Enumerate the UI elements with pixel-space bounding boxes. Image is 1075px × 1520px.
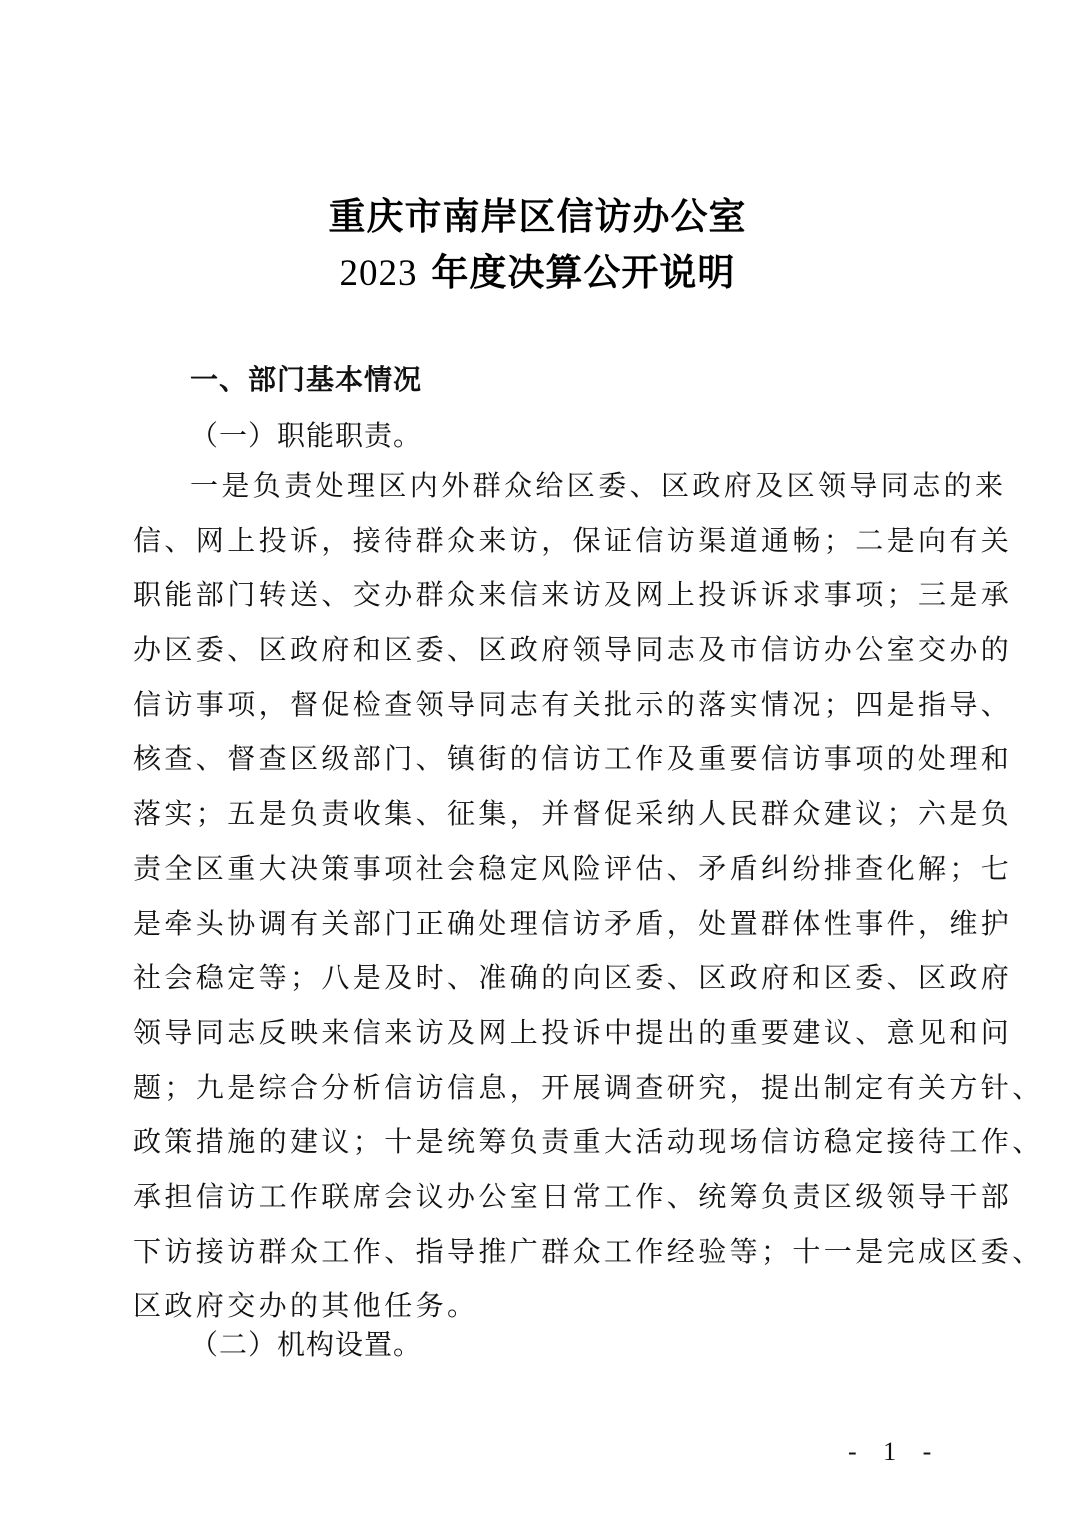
paragraph-line: 信、网上投诉，接待群众来访，保证信访渠道通畅；二是向有关 (133, 523, 1013, 557)
document-title-year: 2023 (339, 253, 418, 294)
section-heading-basic-info: 一、部门基本情况 (190, 363, 423, 396)
paragraph-line: 是牵头协调有关部门正确处理信访矛盾，处置群体性事件，维护 (133, 906, 1013, 940)
functions-paragraph (133, 459, 1044, 1334)
subsection-heading-organization: （二）机构设置。 (190, 1328, 423, 1361)
document-title-line2 (0, 242, 1075, 296)
paragraph-line: 领导同志反映来信来访及网上投诉中提出的重要建议、意见和问 (133, 1015, 1013, 1049)
paragraph-line: 承担信访工作联席会议办公室日常工作、统筹负责区级领导干部 (133, 1179, 1013, 1213)
document-title-line1: 重庆市南岸区信访办公室 (328, 194, 747, 238)
subsection-heading-functions: （一）职能职责。 (190, 419, 423, 452)
paragraph-line: 区政府交办的其他任务。 (133, 1289, 479, 1323)
paragraph-line: 下访接访群众工作、指导推广群众工作经验等；十一是完成区委、 (133, 1234, 1044, 1268)
paragraph-line: 落实；五是负责收集、征集，并督促采纳人民群众建议；六是负 (133, 797, 1013, 831)
paragraph-line: 办区委、区政府和区委、区政府领导同志及市信访办公室交办的 (133, 633, 1013, 667)
document-title-subtitle: 年度决算公开说明 (417, 250, 736, 294)
paragraph-line: 题；九是综合分析信访信息，开展调查研究，提出制定有关方针、 (133, 1070, 1044, 1104)
paragraph-line: 责全区重大决策事项社会稳定风险评估、矛盾纠纷排查化解；七 (133, 851, 1013, 885)
paragraph-line: 一是负责处理区内外群众给区委、区政府及区领导同志的来 (190, 469, 1007, 502)
paragraph-line: 社会稳定等；八是及时、准确的向区委、区政府和区委、区政府 (133, 961, 1013, 995)
page-number: - 1 - (848, 1437, 942, 1466)
paragraph-line: 职能部门转送、交办群众来信来访及网上投诉诉求事项；三是承 (133, 578, 1013, 612)
paragraph-line: 信访事项，督促检查领导同志有关批示的落实情况；四是指导、 (133, 687, 1013, 721)
paragraph-line: 核查、督查区级部门、镇街的信访工作及重要信访事项的处理和 (133, 742, 1013, 776)
paragraph-line: 政策措施的建议；十是统筹负责重大活动现场信访稳定接待工作、 (133, 1125, 1044, 1159)
